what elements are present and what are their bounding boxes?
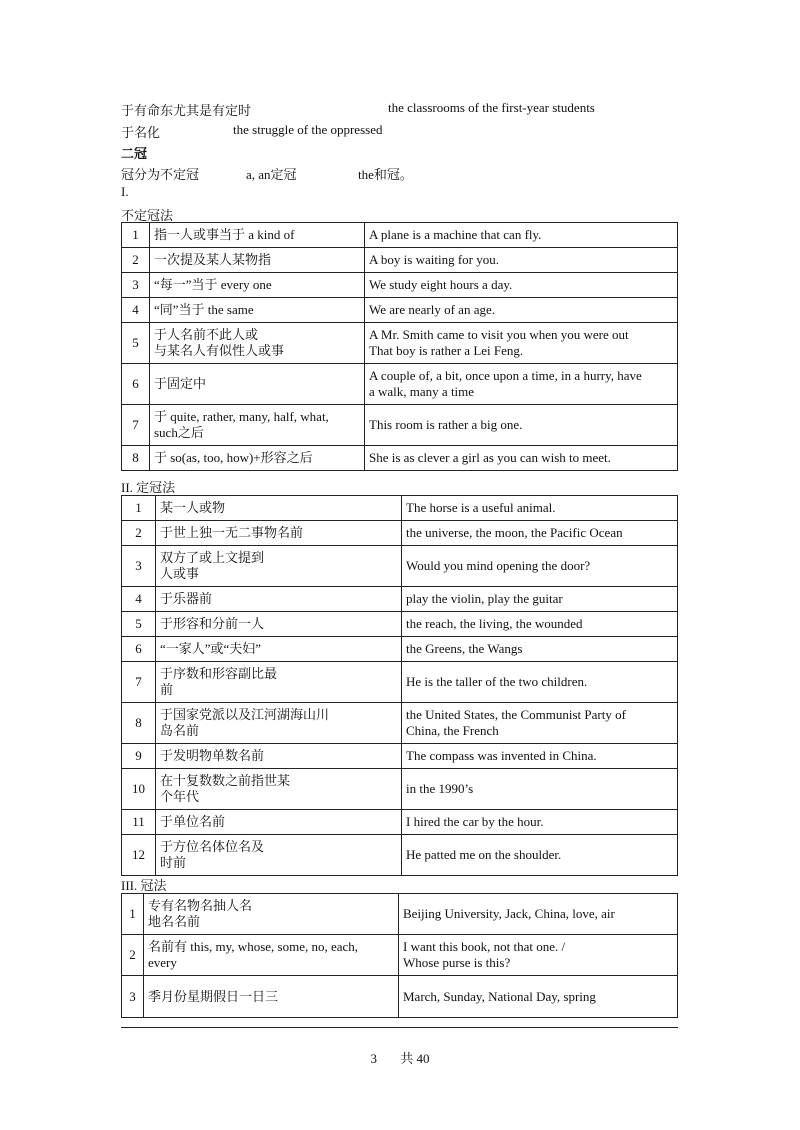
- rule-cell: 某一人或物: [156, 496, 402, 521]
- row-number: 3: [122, 976, 144, 1018]
- row-number: 7: [122, 662, 156, 703]
- rule-cell: 于 quite, rather, many, half, what, such之后: [150, 405, 365, 446]
- table-row: [122, 703, 678, 744]
- example-cell: He is the taller of the two children.: [402, 662, 678, 703]
- example-cell: He patted me on the shoulder.: [402, 835, 678, 876]
- rule-cell: 名前有 this, my, whose, some, no, each, every: [144, 935, 399, 976]
- row-number: 8: [122, 446, 150, 471]
- rule-cell: 于乐器前: [156, 587, 402, 612]
- row-number: 11: [122, 810, 156, 835]
- row-number: 8: [122, 703, 156, 744]
- footer-divider: [121, 1027, 678, 1028]
- rule-cell: 一次提及某人某物指: [150, 248, 365, 273]
- rule-cell: “每一”当于 every one: [150, 273, 365, 298]
- intro-line-3-a: 冠分为不定冠: [121, 167, 200, 182]
- intro-line-1-cn: 于有命东尤其是有定时: [121, 103, 252, 118]
- table-row: [122, 976, 678, 1018]
- table-row: [122, 587, 678, 612]
- definite-article-table: [121, 495, 678, 876]
- table-row: [122, 662, 678, 703]
- rule-cell: 专有名物名抽人名 地名名前: [144, 894, 399, 935]
- rule-cell: “一家人”或“夫妇”: [156, 637, 402, 662]
- table-row: [122, 248, 678, 273]
- rule-cell: 于人名前不此人或 与某名人有似性人或事: [150, 323, 365, 364]
- table-row: [122, 637, 678, 662]
- row-number: 6: [122, 364, 150, 405]
- indefinite-article-table: [121, 222, 678, 471]
- example-cell: She is as clever a girl as you can wish to meet.: [365, 446, 678, 471]
- intro-line-2-en: the struggle of the oppressed: [233, 122, 383, 137]
- rule-cell: 指一人或事当于 a kind of: [150, 223, 365, 248]
- example-cell: We are nearly of an age.: [365, 298, 678, 323]
- row-number: 10: [122, 769, 156, 810]
- table-row: [122, 223, 678, 248]
- roman-numeral-1: I.: [121, 184, 129, 199]
- intro-line-3-c: the和冠。: [358, 167, 413, 182]
- intro-line-1-en: the classrooms of the first-year students: [388, 100, 595, 115]
- rule-cell: 于 so(as, too, how)+形容之后: [150, 446, 365, 471]
- section-3-title: III. 冠法: [121, 878, 167, 893]
- zero-article-table: [121, 893, 678, 1018]
- section-heading: 二冠: [121, 147, 148, 162]
- row-number: 3: [122, 273, 150, 298]
- row-number: 2: [122, 935, 144, 976]
- row-number: 4: [122, 298, 150, 323]
- rule-cell: 于序数和形容副比最 前: [156, 662, 402, 703]
- rule-cell: 于固定中: [150, 364, 365, 405]
- row-number: 5: [122, 612, 156, 637]
- section-1-title: 不定冠法: [121, 208, 174, 223]
- table-row: [122, 612, 678, 637]
- example-cell: the reach, the living, the wounded: [402, 612, 678, 637]
- row-number: 6: [122, 637, 156, 662]
- row-number: 12: [122, 835, 156, 876]
- table-row: [122, 835, 678, 876]
- section-2-title: II. 定冠法: [121, 480, 176, 495]
- row-number: 9: [122, 744, 156, 769]
- table-row: [122, 894, 678, 935]
- table-row: [122, 323, 678, 364]
- rule-cell: 季月份星期假日一日三: [144, 976, 399, 1018]
- intro-line-2-cn: 于名化: [121, 125, 161, 140]
- table-row: [122, 446, 678, 471]
- page-footer: [0, 1048, 800, 1067]
- rule-cell: 于发明物单数名前: [156, 744, 402, 769]
- table-row: [122, 546, 678, 587]
- rule-cell: 于形容和分前一人: [156, 612, 402, 637]
- example-cell: I want this book, not that one. / Whose purse is this?: [399, 935, 678, 976]
- example-cell: play the violin, play the guitar: [402, 587, 678, 612]
- table-row: [122, 744, 678, 769]
- example-cell: A boy is waiting for you.: [365, 248, 678, 273]
- row-number: 2: [122, 521, 156, 546]
- table-row: [122, 496, 678, 521]
- example-cell: in the 1990’s: [402, 769, 678, 810]
- example-cell: the Greens, the Wangs: [402, 637, 678, 662]
- table-row: [122, 935, 678, 976]
- intro-line-3-b: a, an定冠: [246, 167, 297, 182]
- row-number: 4: [122, 587, 156, 612]
- example-cell: Beijing University, Jack, China, love, air: [399, 894, 678, 935]
- table-row: [122, 273, 678, 298]
- example-cell: A plane is a machine that can fly.: [365, 223, 678, 248]
- rule-cell: “同”当于 the same: [150, 298, 365, 323]
- row-number: 3: [122, 546, 156, 587]
- rule-cell: 在十复数数之前指世某 个年代: [156, 769, 402, 810]
- table-row: [122, 521, 678, 546]
- page-number: 3: [370, 1051, 377, 1066]
- rule-cell: 于单位名前: [156, 810, 402, 835]
- table-row: [122, 364, 678, 405]
- row-number: 7: [122, 405, 150, 446]
- example-cell: Would you mind opening the door?: [402, 546, 678, 587]
- table-row: [122, 810, 678, 835]
- rule-cell: 于国家党派以及江河湖海山川 岛名前: [156, 703, 402, 744]
- rule-cell: 于世上独一无二事物名前: [156, 521, 402, 546]
- table-row: [122, 405, 678, 446]
- row-number: 5: [122, 323, 150, 364]
- rule-cell: 于方位名体位名及 时前: [156, 835, 402, 876]
- example-cell: The horse is a useful animal.: [402, 496, 678, 521]
- row-number: 1: [122, 894, 144, 935]
- table-row: [122, 769, 678, 810]
- row-number: 1: [122, 496, 156, 521]
- rule-cell: 双方了或上文提到 人或事: [156, 546, 402, 587]
- example-cell: A couple of, a bit, once upon a time, in a hurry, have a walk, many a time: [365, 364, 678, 405]
- example-cell: A Mr. Smith came to visit you when you were out That boy is rather a Lei Feng.: [365, 323, 678, 364]
- page-total: 共 40: [400, 1051, 430, 1066]
- example-cell: We study eight hours a day.: [365, 273, 678, 298]
- row-number: 1: [122, 223, 150, 248]
- example-cell: the United States, the Communist Party of China, the French: [402, 703, 678, 744]
- example-cell: The compass was invented in China.: [402, 744, 678, 769]
- row-number: 2: [122, 248, 150, 273]
- example-cell: I hired the car by the hour.: [402, 810, 678, 835]
- example-cell: the universe, the moon, the Pacific Ocean: [402, 521, 678, 546]
- example-cell: This room is rather a big one.: [365, 405, 678, 446]
- table-row: [122, 298, 678, 323]
- example-cell: March, Sunday, National Day, spring: [399, 976, 678, 1018]
